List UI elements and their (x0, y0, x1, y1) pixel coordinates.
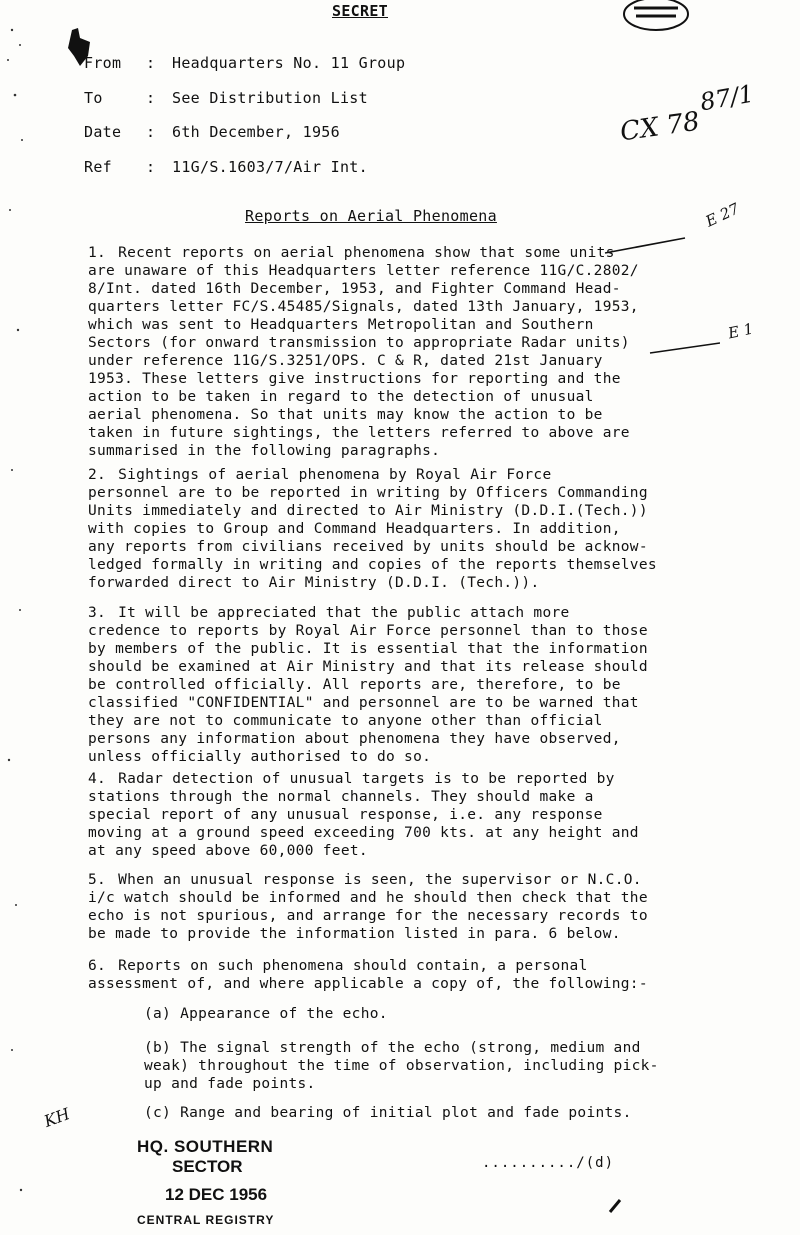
handwritten-margin-e27: E 27 (702, 199, 742, 231)
pen-mark (606, 1196, 626, 1216)
subitem-a: (a) Appearance of the echo. (144, 1006, 388, 1022)
from-value: Headquarters No. 11 Group (172, 54, 406, 72)
to-label: To (84, 89, 103, 107)
paragraph-2 (88, 466, 713, 592)
header-ref-row (84, 158, 368, 180)
document-title: Reports on Aerial Phenomena (245, 207, 497, 225)
to-value: See Distribution List (172, 89, 368, 107)
paragraph-1 (88, 244, 713, 460)
stamp-line-2: SECTOR (172, 1157, 243, 1176)
date-separator: : (146, 123, 156, 141)
handwritten-file-ref: CX 78 (618, 106, 702, 148)
header-date-row (84, 123, 340, 145)
handwritten-file-number: 87/1 (697, 79, 756, 117)
to-separator: : (146, 89, 156, 107)
paragraph-number: 6. (88, 958, 107, 974)
paragraph-text: When an unusual response is seen, the supervisor or N.C.O. i/c watch should be informed and he should then check that the echo is not spurious, and arrange for the necessary records to be made to provide the information listed in para. 6 below. (88, 872, 648, 942)
classification-heading: SECRET (332, 2, 388, 20)
stamp-line-1: HQ. SOUTHERN (137, 1137, 274, 1156)
paragraph-3 (88, 604, 713, 766)
from-separator: : (146, 54, 156, 72)
ref-separator: : (146, 158, 156, 176)
header-from-row (84, 54, 405, 76)
circled-stamp-mark (620, 0, 692, 36)
stamp-date: 12 DEC 1956 (165, 1185, 268, 1204)
paragraph-number: 2. (88, 467, 107, 483)
paragraph-text: Sightings of aerial phenomena by Royal Air Force personnel are to be reported in writing by Officers Commanding Units immediately and directed to Air Ministry (D.D.I.(Tech.)) with copies to Group and Command Headquarters. In addition, any reports from civilians received by units should be acknow- ledged formally in writing and copies of the reports themselves forwarded direct to Air Ministry (D.D.I. (Tech.)). (88, 467, 657, 591)
handwritten-margin-e1: E 1 (726, 319, 755, 343)
date-value: 6th December, 1956 (172, 123, 340, 141)
stamp-line-4: CENTRAL REGISTRY (137, 1213, 275, 1227)
paragraph-5 (88, 871, 713, 943)
paragraph-text: Radar detection of unusual targets is to be reported by stations through the normal channels. They should make a special report of any unusual response, i.e. any response moving at a ground speed exceeding 700 kts. at any height and at any speed above 60,000 feet. (88, 771, 639, 859)
paragraph-text: Recent reports on aerial phenomena show that some units are unaware of this Headquarters letter reference 11G/C.2802/ 8/Int. dated 16th December, 1953, and Fighter Command Head- quarters letter FC/S.45485/Signals, dated 13th January, 1953, which was sent to Headquarters Metropolitan and Southern Sectors (for onward transmission to appropriate Radar units) under reference 11G/S.3251/OPS. C & R, dated 21st January 1953. These letters give instructions for reporting and the action to be taken in regard to the detection of unusual aerial phenomena. So that units may know the action to be taken in future sightings, the letters referred to above are summarised in the following paragraphs. (88, 245, 639, 459)
header-to-row (84, 89, 368, 111)
ref-value: 11G/S.1603/7/Air Int. (172, 158, 368, 176)
scan-margin-marks (0, 0, 40, 1235)
ref-label: Ref (84, 158, 112, 176)
continuation-marker: ........../(d) (482, 1155, 615, 1171)
paragraph-text: Reports on such phenomena should contain, a personal assessment of, and where applicable a copy of, the following:- (88, 958, 648, 992)
paragraph-number: 3. (88, 605, 107, 621)
subitem-b: (b) The signal strength of the echo (strong, medium and weak) throughout the time of observation, including pick- up and fade points. (144, 1040, 659, 1092)
date-label: Date (84, 123, 122, 141)
paragraph-number: 1. (88, 245, 107, 261)
paragraph-4 (88, 770, 713, 860)
paragraph-text: It will be appreciated that the public attach more credence to reports by Royal Air Force personnel than to those by members of the public. It is essential that the information should be examined at Air Ministry and that its release should be controlled officially. All reports are, therefore, to be classified "CONFIDENTIAL" and personnel are to be warned that they are not to communicate to anyone other than official persons any information about phenomena they have observed, unless officially authorised to do so. (88, 605, 648, 765)
handwritten-margin-initials: KH (41, 1104, 73, 1131)
paragraph-number: 5. (88, 872, 107, 888)
paragraph-6 (88, 957, 713, 993)
paragraph-number: 4. (88, 771, 107, 787)
from-label: From (84, 54, 122, 72)
received-stamp (137, 1137, 274, 1227)
subitem-c: (c) Range and bearing of initial plot and fade points. (144, 1105, 632, 1121)
